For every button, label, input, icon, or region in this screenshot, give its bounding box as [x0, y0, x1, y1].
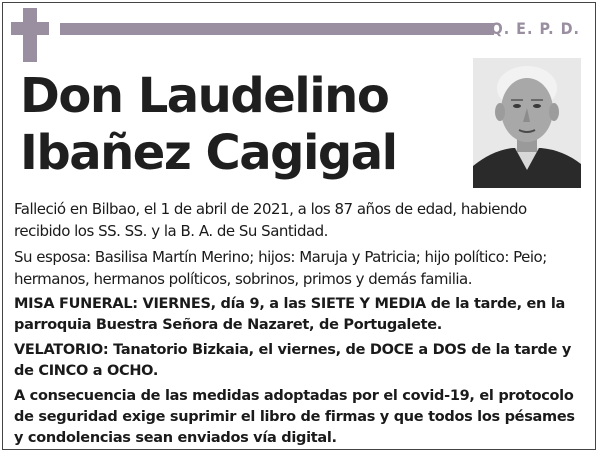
death-paragraph: Falleció en Bilbao, el 1 de abril de 2021, a los 87 años de edad, habiendo recibido los SS. SS. y la B. A. de Su Santidad.: [14, 200, 527, 240]
name-line-1: Don Laudelino: [20, 68, 389, 124]
family-paragraph: Su esposa: Basilisa Martín Merino; hijos: Maruja y Patricia; hijo político: Peio; hermanos, hermanos políticos, sobrinos, primos y demás familia.: [14, 248, 547, 288]
header-bar: [60, 23, 494, 35]
deceased-name: [20, 68, 397, 182]
name-line-2: Ibañez Cagigal: [20, 125, 397, 181]
notice-body: [14, 198, 586, 453]
covid-notice-paragraph: A consecuencia de las medidas adoptadas por el covid-19, el protocolo de seguridad exige suprimir el libro de firmas y que todos los pésames y condolencias sean enviados vía digital.: [14, 388, 575, 446]
funeral-mass-paragraph: MISA FUNERAL: VIERNES, día 9, a las SIETE Y MEDIA de la tarde, en la parroquia Buestra Señora de Nazaret, de Portugalete.: [14, 296, 565, 333]
portrait-photo: [473, 58, 581, 188]
wake-paragraph: VELATORIO: Tanatorio Bizkaia, el viernes, de DOCE a DOS de la tarde y de CINCO a OCHO.: [14, 342, 572, 379]
portrait-image: [473, 58, 581, 188]
qepd-label: Q. E. P. D.: [490, 19, 580, 38]
